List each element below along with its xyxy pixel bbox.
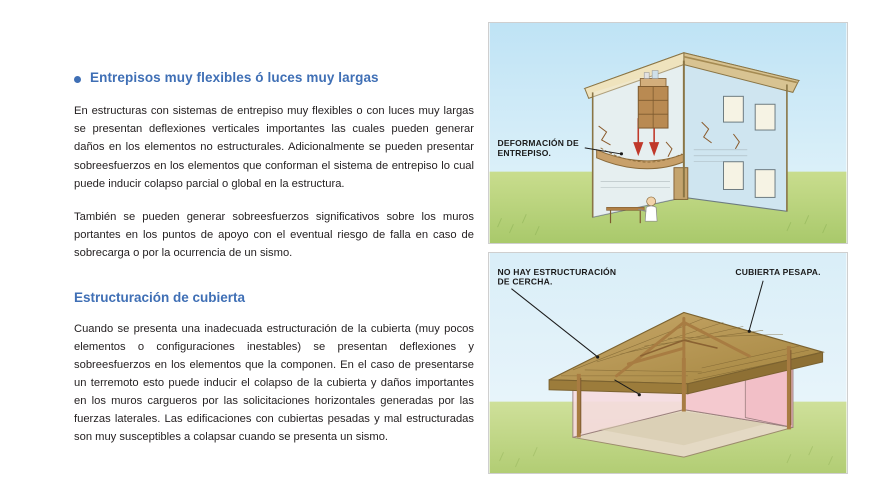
text-column (74, 70, 474, 446)
section-one-paragraph-1: En estructuras con sistemas de entrepiso muy flexibles o con luces muy largas se presentan deflexiones verticales importantes las cuales pueden generar daños en los elementos no estructurales. Adicionalmente se pueden presentar sobreesfuerzos en los elementos que conforman el sistema de entrepiso lo cual puede inducir colapso parcial o global en la estructura. (74, 105, 474, 190)
section-spacer (74, 277, 474, 290)
section-two-paragraph-1: Cuando se presenta una inadecuada estructuración de la cubierta (muy pocos elementos o configuraciones inestables) se presentan deflexiones y sobreesfuerzos en los elementos que la componen. En el caso de presentarse un terremoto esto puede inducir el colapso de la cubierta y daños importantes en los muros cargueros por las solicitaciones horizontales generadas por las fuerzas laterales. Las edificaciones con cubiertas pesadas y mal estructuradas son muy susceptibles a colapsar cuando se presenta un sismo. (74, 322, 474, 444)
figure-cubierta-sin-cercha (488, 252, 848, 474)
figure-top-illustration (489, 23, 847, 243)
section-one-paragraph-2: También se pueden generar sobreesfuerzos significativos sobre los muros portantes en los puntos de apoyo con el eventual riesgo de falla en caso de sobrecarga o por la ocurrencia de un sismo. (74, 210, 474, 260)
section-one-heading (74, 70, 474, 86)
figure-entrepiso-deformacion (488, 22, 848, 244)
figure-bottom-caption-left-line2: DE CERCHA. (497, 276, 553, 287)
section-two-heading: Estructuración de cubierta (74, 290, 246, 306)
section-one-heading-text: Entrepisos muy flexibles ó luces muy largas (90, 70, 379, 85)
figure-top-caption-line1: DEFORMACIÓN DE (497, 137, 579, 148)
figure-bottom-illustration (489, 253, 847, 473)
bullet-point-icon (74, 76, 81, 83)
figure-bottom-caption-right: CUBIERTA PESAPA. (735, 266, 821, 277)
figure-top-caption-line2: ENTREPISO. (497, 147, 552, 158)
figure-bottom-caption-left-line1: NO HAY ESTRUCTURACIÓN (497, 266, 617, 277)
